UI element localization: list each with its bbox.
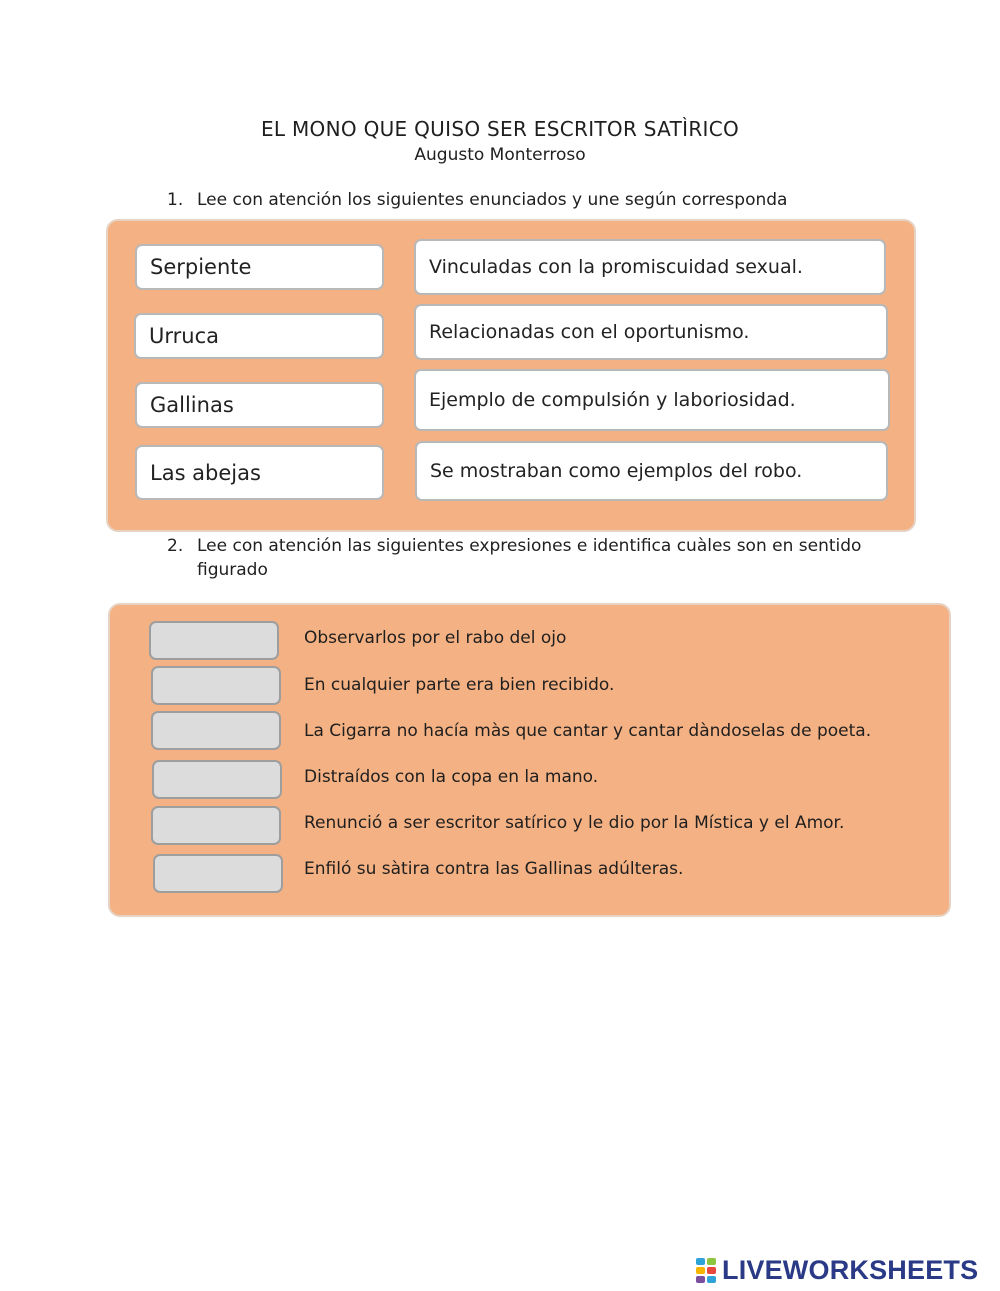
brand-name: LIVEWORKSHEETS (722, 1254, 979, 1285)
definition-label: Relacionadas con el oportunismo. (429, 321, 750, 343)
term-serpiente[interactable] (135, 244, 384, 290)
question-2-text-line2: figurado (197, 560, 268, 580)
term-urruca[interactable] (134, 313, 384, 359)
liveworksheets-logo[interactable] (696, 1255, 978, 1285)
term-gallinas[interactable] (135, 382, 384, 428)
definition-label: Ejemplo de compulsión y laboriosidad. (429, 389, 796, 411)
term-label: Urruca (149, 324, 219, 348)
term-las-abejas[interactable] (135, 445, 384, 500)
answer-input-2[interactable] (151, 666, 281, 705)
definition-promiscuidad[interactable] (414, 239, 886, 295)
definition-robo[interactable] (415, 441, 888, 501)
question-1-number: 1. (167, 190, 184, 210)
expression-2: En cualquier parte era bien recibido. (304, 675, 615, 695)
answer-input-1[interactable] (149, 621, 279, 660)
term-label: Gallinas (150, 393, 234, 417)
answer-input-6[interactable] (153, 854, 283, 893)
expression-4: Distraídos con la copa en la mano. (304, 767, 599, 787)
expression-1: Observarlos por el rabo del ojo (304, 628, 567, 648)
answer-input-4[interactable] (152, 760, 282, 799)
page-title: EL MONO QUE QUISO SER ESCRITOR SATÌRICO (260, 117, 740, 141)
page-author: Augusto Monterroso (414, 145, 586, 165)
answer-input-5[interactable] (151, 806, 281, 845)
expression-3: La Cigarra no hacía màs que cantar y cantar dàndoselas de poeta. (304, 721, 872, 741)
definition-oportunismo[interactable] (414, 304, 888, 360)
term-label: Serpiente (150, 255, 252, 279)
definition-laboriosidad[interactable] (414, 369, 890, 431)
answer-input-3[interactable] (151, 711, 281, 750)
expression-6: Enfiló su sàtira contra las Gallinas adúlteras. (304, 859, 684, 879)
definition-label: Se mostraban como ejemplos del robo. (430, 460, 803, 482)
question-1-text: Lee con atención los siguientes enunciados y une según corresponda (197, 190, 788, 210)
liveworksheets-logo-icon (696, 1258, 718, 1282)
term-label: Las abejas (150, 460, 261, 485)
expression-5: Renunció a ser escritor satírico y le dio por la Mística y el Amor. (304, 813, 845, 833)
definition-label: Vinculadas con la promiscuidad sexual. (429, 256, 803, 278)
question-2-text-line1: Lee con atención las siguientes expresiones e identifica cuàles son en sentido (197, 536, 862, 556)
question-2-number: 2. (167, 536, 184, 556)
